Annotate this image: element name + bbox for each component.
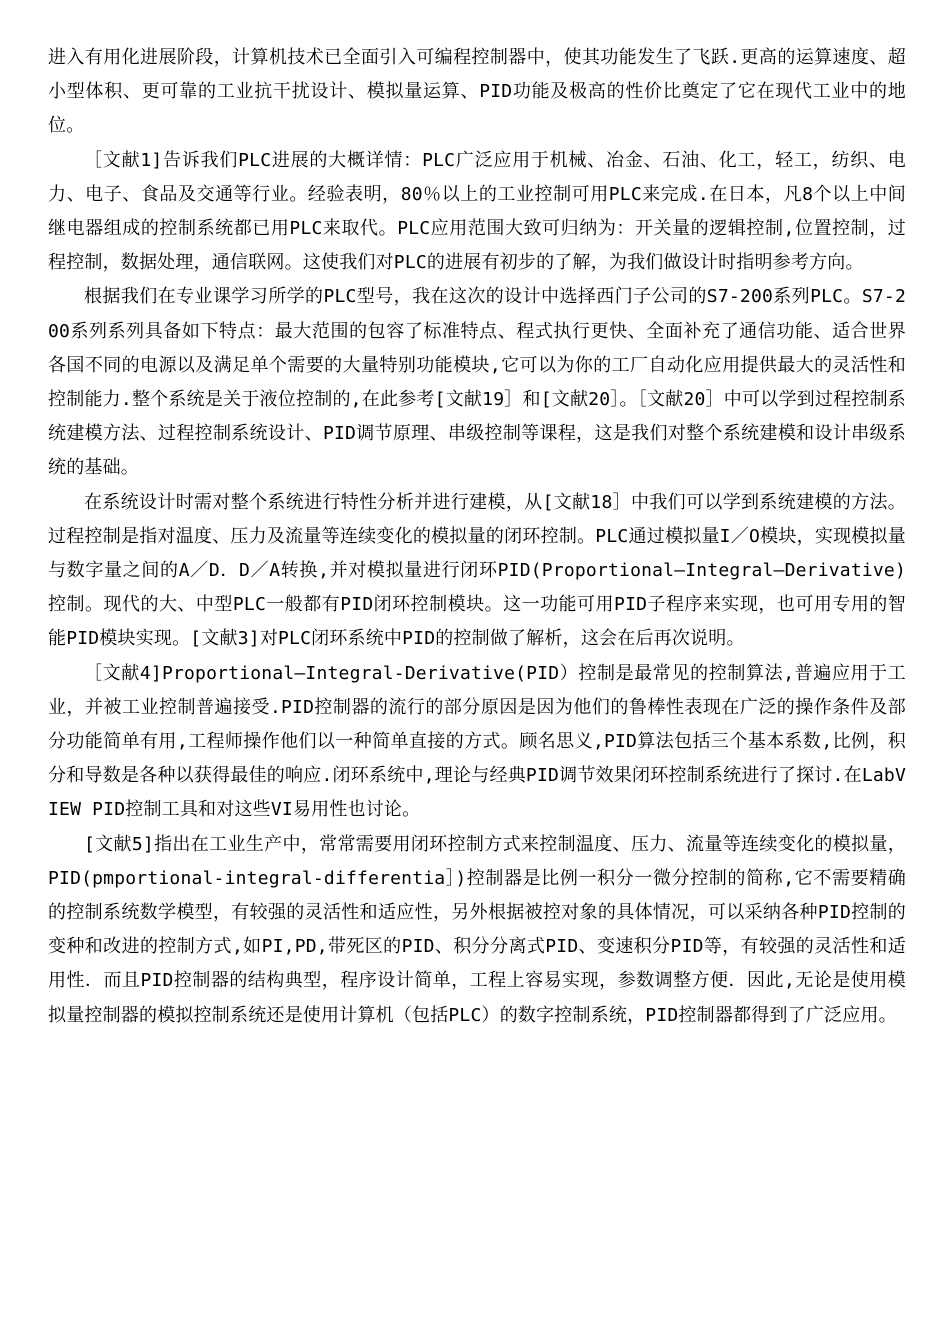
paragraph-reference-1: ［文献1]告诉我们PLC进展的大概详情：PLC广泛应用于机械、冶金、石油、化工，轻工，纺织、电力、电子、食品及交通等行业。经验表明，80％以上的工业控制可用PLC来完成.在日本，凡8个以上中间继电器组成的控制系统都已用PLC来取代。PLC应用范围大致可归纳为：开关量的逻辑控制,位置控制，过程控制，数据处理，通信联网。这使我们对PLC的进展有初步的了解，为我们做设计时指明参考方向。 xyxy=(48,149,906,274)
paragraph-reference-5: [文献5]指出在工业生产中，常常需要用闭环控制方式来控制温度、压力、流量等连续变化的模拟量，PID(pmportional-integral-differentia］)控制器是比例一积分一微分控制的简称,它不需要精确的控制系统数学模型，有较强的灵活性和适应性，另外根据被控对象的具体情况，可以采纳各种PID控制的变种和改进的控制方式,如PI,PD,带死区的PID、积分分离式PID、变速积分PID等，有较强的灵活性和适用性．而且PID控制器的结构典型，程序设计简单，工程上容易实现，参数调整方便．因此,无论是使用模拟量控制器的模拟控制系统还是使用计算机（包括PLC）的数字控制系统，PID控制器都得到了广泛应用。 xyxy=(48,833,906,1026)
document-page xyxy=(48,41,906,1033)
paragraph-system-modeling: 在系统设计时需对整个系统进行特性分析并进行建模，从[文献18］中我们可以学到系统建模的方法。过程控制是指对温度、压力及流量等连续变化的模拟量的闭环控制。PLC通过模拟量I／O模块，实现模拟量与数字量之间的A／D．D／A转换,并对模拟量进行闭环PID(Proportional—Integral—Derivative)控制。现代的大、中型PLC一般都有PID闭环控制模块。这一功能可用PID子程序来实现，也可用专用的智能PID模块实现。[文献3]对PLC闭环系统中PID的控制做了解析，这会在后再次说明。 xyxy=(48,491,906,650)
paragraph-reference-4: ［文献4]Proportional—Integral-Derivative(PID）控制是最常见的控制算法,普遍应用于工业，并被工业控制普遍接受.PID控制器的流行的部分原因是因为他们的鲁棒性表现在广泛的操作条件及部分功能简单有用,工程师操作他们以一种简单直接的方式。顾名思义,PID算法包括三个基本系数,比例，积分和导数是各种以获得最佳的响应.闭环系统中,理论与经典PID调节效果闭环控制系统进行了探讨.在LabVIEW PID控制工具和对这些VI易用性也讨论。 xyxy=(48,662,906,821)
paragraph-plc-selection: 根据我们在专业课学习所学的PLC型号，我在这次的设计中选择西门子公司的S7-200系列PLC。S7-200系列系列具备如下特点：最大范围的包容了标准特点、程式执行更快、全面补充了通信功能、适合世界各国不同的电源以及满足单个需要的大量特别功能模块,它可以为你的工厂自动化应用提供最大的灵活性和控制能力.整个系统是关于液位控制的,在此参考[文献19］和[文献20］。［文献20］中可以学到过程控制系统建模方法、过程控制系统设计、PID调节原理、串级控制等课程，这是我们对整个系统建模和设计串级系统的基础。 xyxy=(48,286,906,479)
paragraph-continuation: 进入有用化进展阶段，计算机技术已全面引入可编程控制器中，使其功能发生了飞跃.更高的运算速度、超小型体积、更可靠的工业抗干扰设计、模拟量运算、PID功能及极高的性价比奠定了它在现代工业中的地位。 xyxy=(48,47,906,137)
